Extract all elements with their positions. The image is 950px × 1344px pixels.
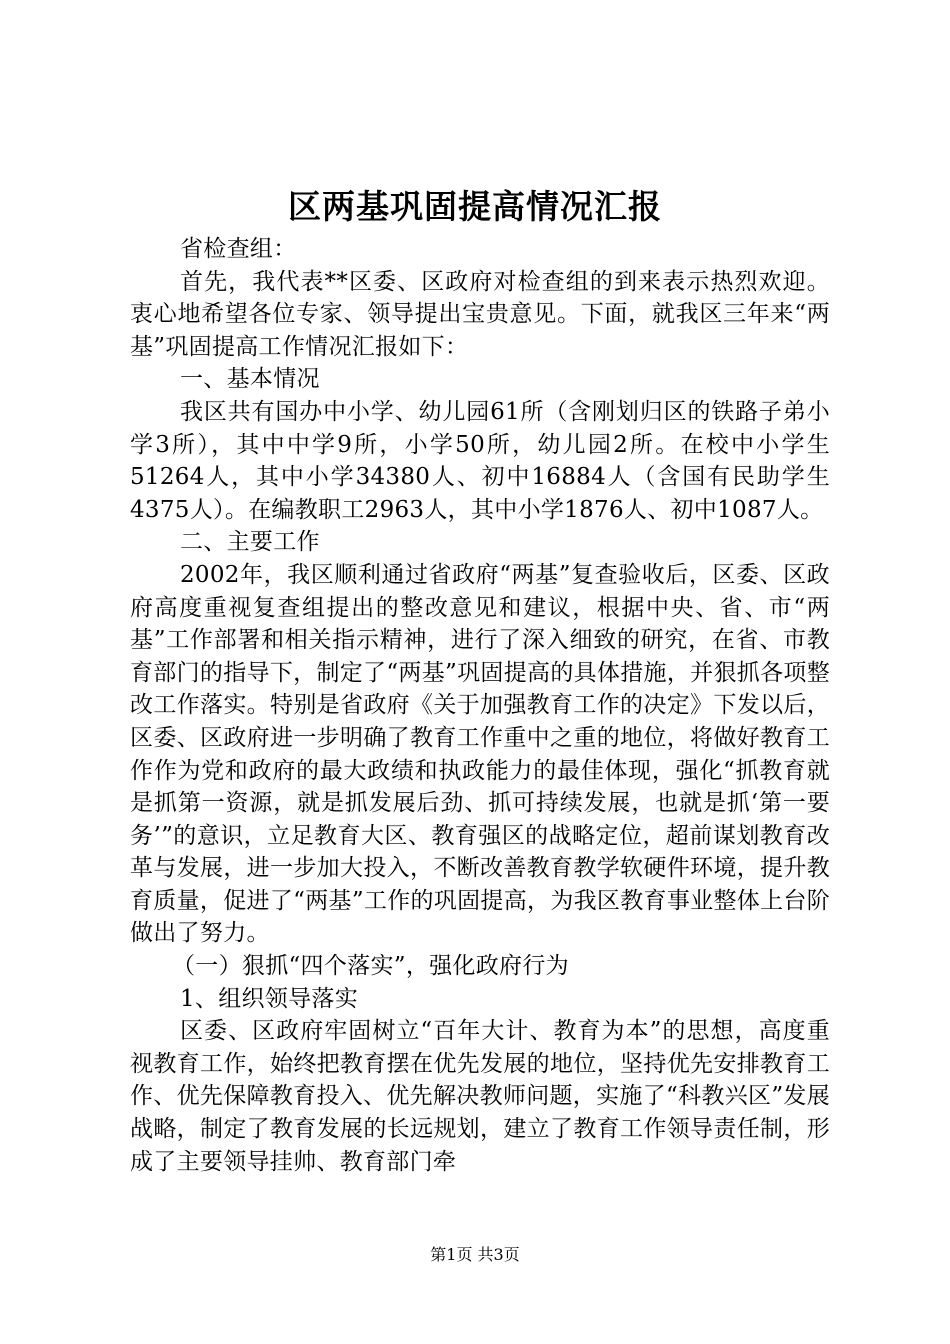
- page-footer: 第1页 共3页: [430, 1245, 520, 1264]
- section-heading-basic: 一、基本情况: [180, 366, 320, 393]
- document-title: 区两基巩固提高情况汇报: [288, 187, 662, 226]
- item-heading: 1、组织领导落实: [180, 985, 359, 1012]
- section-heading-main-work: 二、主要工作: [180, 529, 320, 556]
- organization-paragraph: 区委、区政府牢固树立“百年大计、教育为本”的思想，高度重视教育工作，始终把教育摆在优先发展的地位，坚持优先安排教育工作、优先保障教育投入、优先解决教师问题，实施了“科教兴区”发展战略，制定了教育发展的长远规划，建立了教育工作领导责任制，形成了主要领导挂帅、教育部门牵: [130, 1018, 830, 1175]
- main-work-paragraph: 2002年，我区顺利通过省政府“两基”复查验收后，区委、区政府高度重视复查组提出的整改意见和建议，根据中央、省、市“两基”工作部署和相关指示精神，进行了深入细致的研究，在省、市教育部门的指导下，制定了“两基”巩固提高的具体措施，并狠抓各项整改工作落实。特别是省政府《关于加强教育工作的决定》下发以后，区委、区政府进一步明确了教育工作重中之重的地位，将做好教育工作作为党和政府的最大政绩和执政能力的最佳体现，强化“抓教育就是抓第一资源，就是抓发展后劲、抓可持续发展，也就是抓‘第一要务’”的意识，立足教育大区、教育强区的战略定位，超前谋划教育改革与发展，进一步加大投入，不断改善教育教学软硬件环境，提升教育质量，促进了“两基”工作的巩固提高，为我区教育事业整体上台阶做出了努力。: [130, 561, 830, 947]
- subsection-heading: （一）狠抓“四个落实”，强化政府行为: [172, 953, 569, 980]
- salutation: 省检查组：: [180, 236, 297, 262]
- basic-info-paragraph: 我区共有国办中小学、幼儿园61所（含刚划归区的铁路子弟小学3所），其中中学9所，小学50所，幼儿园2所。在校中小学生51264人，其中小学34380人、初中16884人（含国有民助学生4375人）。在编教职工2963人，其中小学1876人、初中1087人。: [130, 398, 830, 523]
- intro-paragraph: 首先，我代表**区委、区政府对检查组的到来表示热烈欢迎。衷心地希望各位专家、领导提出宝贵意见。下面，就我区三年来“两基”巩固提高工作情况汇报如下：: [130, 268, 830, 360]
- document-body: [130, 233, 830, 1178]
